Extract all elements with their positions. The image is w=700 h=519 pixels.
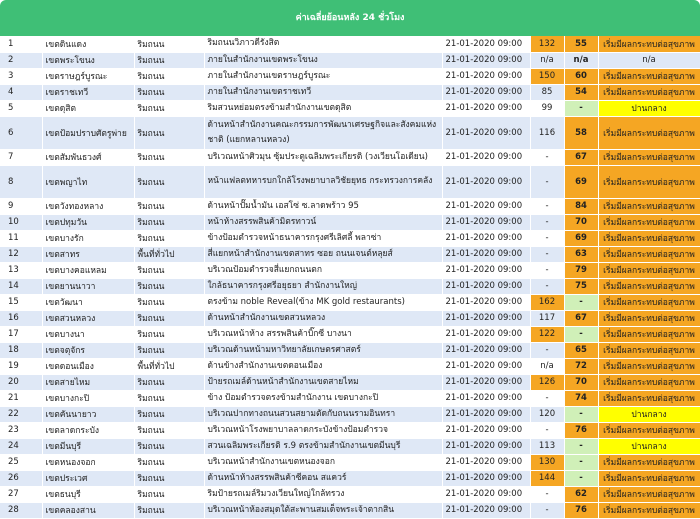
pm25-value: 55 [564, 36, 598, 52]
district-name: เขตคันนายาว [42, 406, 134, 422]
pm25-value: 62 [564, 486, 598, 502]
measure-date: 21-01-2020 09:00 [442, 214, 530, 230]
pm10-value: 116 [530, 116, 564, 149]
table-row [0, 116, 700, 149]
measure-date: 21-01-2020 09:00 [442, 84, 530, 100]
station-location: ด้านหน้าห้างสรรพสินค้าซีคอน สแควร์ [204, 470, 442, 486]
measure-date: 21-01-2020 09:00 [442, 502, 530, 518]
station-location: หน้าแฟลตทหารบกใกล้โรงพยาบาลวิชัยยุทธ กระทรวงการคลัง [204, 165, 442, 198]
pm10-value: - [530, 246, 564, 262]
station-type: ริมถนน [134, 374, 204, 390]
district-name: เขตมีนบุรี [42, 438, 134, 454]
quality-level: เริ่มมีผลกระทบต่อสุขภาพ [598, 84, 700, 100]
station-type: ริมถนน [134, 470, 204, 486]
station-type: ริมถนน [134, 214, 204, 230]
station-location: ข้างป้อมตำรวจหน้าธนาคารกรุงศรีเลิศลี้ พลาซ่า [204, 230, 442, 246]
district-name: เขตวังทองหลาง [42, 198, 134, 214]
row-number: 1 [0, 36, 42, 52]
pm10-value: - [530, 165, 564, 198]
pm10-value: - [530, 149, 564, 165]
district-name: เขตปทุมวัน [42, 214, 134, 230]
district-name: เขตบางคอแหลม [42, 262, 134, 278]
district-name: เขตสาทร [42, 246, 134, 262]
station-type: ริมถนน [134, 84, 204, 100]
pm25-value: 74 [564, 390, 598, 406]
measure-date: 21-01-2020 09:00 [442, 294, 530, 310]
pm10-value: 122 [530, 326, 564, 342]
station-location: ริมถนนวิภาวดีรังสิต [204, 36, 442, 52]
row-number: 4 [0, 84, 42, 100]
station-location: ป้ายรถเมล์ด้านหน้าสำนักงานเขตสายไหม [204, 374, 442, 390]
pm25-value: - [564, 100, 598, 116]
pm25-value: 54 [564, 84, 598, 100]
table-row [0, 246, 700, 262]
station-location: ริมสวนหย่อมตรงข้ามสำนักงานเขตดุสิต [204, 100, 442, 116]
table-row [0, 262, 700, 278]
table-row [0, 374, 700, 390]
table-row [0, 358, 700, 374]
measure-date: 21-01-2020 09:00 [442, 422, 530, 438]
district-name: เขตธนบุรี [42, 486, 134, 502]
pm25-value: 79 [564, 262, 598, 278]
station-location: ภายในสำนักงานเขตราชเทวี [204, 84, 442, 100]
quality-level: เริ่มมีผลกระทบต่อสุขภาพ [598, 278, 700, 294]
table-row [0, 36, 700, 52]
table-row [0, 406, 700, 422]
table-body [0, 36, 700, 518]
pm10-value: - [530, 390, 564, 406]
measure-date: 21-01-2020 09:00 [442, 374, 530, 390]
pm25-value: 75 [564, 278, 598, 294]
pm10-value: 85 [530, 84, 564, 100]
district-name: เขตสัมพันธวงศ์ [42, 149, 134, 165]
quality-level: เริ่มมีผลกระทบต่อสุขภาพ [598, 230, 700, 246]
quality-level: เริ่มมีผลกระทบต่อสุขภาพ [598, 470, 700, 486]
quality-level: เริ่มมีผลกระทบต่อสุขภาพ [598, 149, 700, 165]
station-location: หน้าห้างสรรพสินค้ามิตรทาวน์ [204, 214, 442, 230]
pm25-value: 58 [564, 116, 598, 149]
station-type: ริมถนน [134, 52, 204, 68]
pm10-value: 132 [530, 36, 564, 52]
table-row [0, 278, 700, 294]
row-number: 15 [0, 294, 42, 310]
row-number: 25 [0, 454, 42, 470]
pm25-value: 67 [564, 149, 598, 165]
table-row [0, 326, 700, 342]
pm10-value: 113 [530, 438, 564, 454]
table-row [0, 454, 700, 470]
row-number: 9 [0, 198, 42, 214]
measure-date: 21-01-2020 09:00 [442, 310, 530, 326]
row-number: 20 [0, 374, 42, 390]
row-number: 3 [0, 68, 42, 84]
district-name: เขตดอนเมือง [42, 358, 134, 374]
row-number: 23 [0, 422, 42, 438]
row-number: 8 [0, 165, 42, 198]
pm25-value: 70 [564, 374, 598, 390]
measure-date: 21-01-2020 09:00 [442, 52, 530, 68]
station-location: ด้านข้างสำนักงานเขตดอนเมือง [204, 358, 442, 374]
pm25-value: 84 [564, 198, 598, 214]
pm25-value: - [564, 326, 598, 342]
pm10-value: 162 [530, 294, 564, 310]
station-location: บริเวณหน้าห้าง สรรพสินค้าบิ๊กซี บางนา [204, 326, 442, 342]
station-location: ภายในสำนักงานเขตราษฎร์บูรณะ [204, 68, 442, 84]
district-name: เขตป้อมปราบศัตรูพ่าย [42, 116, 134, 149]
row-number: 19 [0, 358, 42, 374]
district-name: เขตลาดกระบัง [42, 422, 134, 438]
quality-level: เริ่มมีผลกระทบต่อสุขภาพ [598, 246, 700, 262]
station-type: ริมถนน [134, 454, 204, 470]
measure-date: 21-01-2020 09:00 [442, 390, 530, 406]
district-name: เขตหนองจอก [42, 454, 134, 470]
row-number: 18 [0, 342, 42, 358]
measure-date: 21-01-2020 09:00 [442, 100, 530, 116]
district-name: เขตประเวศ [42, 470, 134, 486]
station-location: ด้านหน้าปั๊มน้ำมัน เอสโซ่ ซ.ลาดพร้าว 95 [204, 198, 442, 214]
quality-level: ปานกลาง [598, 100, 700, 116]
district-name: เขตพระโขนง [42, 52, 134, 68]
table-row [0, 149, 700, 165]
pm25-value: 69 [564, 165, 598, 198]
row-number: 13 [0, 262, 42, 278]
station-location: ด้านหน้าสำนักงานเขตสวนหลวง [204, 310, 442, 326]
station-location: ริมป้ายรถเมล์ริมวงเวียนใหญ่ใกล้ทรวง [204, 486, 442, 502]
quality-level: เริ่มมีผลกระทบต่อสุขภาพ [598, 310, 700, 326]
table-row [0, 310, 700, 326]
pm10-value: 120 [530, 406, 564, 422]
row-number: 14 [0, 278, 42, 294]
measure-date: 21-01-2020 09:00 [442, 116, 530, 149]
station-type: ริมถนน [134, 149, 204, 165]
district-name: เขตบางรัก [42, 230, 134, 246]
quality-level: เริ่มมีผลกระทบต่อสุขภาพ [598, 502, 700, 518]
station-type: ริมถนน [134, 262, 204, 278]
quality-level: เริ่มมีผลกระทบต่อสุขภาพ [598, 326, 700, 342]
pm25-value: 65 [564, 342, 598, 358]
station-type: ริมถนน [134, 342, 204, 358]
pm10-value: 150 [530, 68, 564, 84]
row-number: 24 [0, 438, 42, 454]
table-row [0, 84, 700, 100]
district-name: เขตราชเทวี [42, 84, 134, 100]
table-row [0, 214, 700, 230]
pm25-value: 76 [564, 502, 598, 518]
station-location: บริเวณหน้าศิวมุน ซุ้มประตูเฉลิมพระเกียรติ (วงเวียนโอเดียน) [204, 149, 442, 165]
pm10-value: 117 [530, 310, 564, 326]
pm10-value: 99 [530, 100, 564, 116]
measure-date: 21-01-2020 09:00 [442, 262, 530, 278]
table-row [0, 438, 700, 454]
station-type: ริมถนน [134, 278, 204, 294]
district-name: เขตยานนาวา [42, 278, 134, 294]
quality-level: เริ่มมีผลกระทบต่อสุขภาพ [598, 342, 700, 358]
district-name: เขตสวนหลวง [42, 310, 134, 326]
pm25-value: - [564, 438, 598, 454]
pm25-value: 76 [564, 422, 598, 438]
quality-level: เริ่มมีผลกระทบต่อสุขภาพ [598, 116, 700, 149]
pm10-value: 144 [530, 470, 564, 486]
district-name: เขตคลองสาน [42, 502, 134, 518]
pm10-value: - [530, 198, 564, 214]
quality-level: เริ่มมีผลกระทบต่อสุขภาพ [598, 358, 700, 374]
quality-level: เริ่มมีผลกระทบต่อสุขภาพ [598, 36, 700, 52]
pm25-value: - [564, 294, 598, 310]
pm10-value: - [530, 262, 564, 278]
district-name: เขตจตุจักร [42, 342, 134, 358]
station-location: บริเวณปากทางถนนสวนสยามตัดกับถนนรามอินทรา [204, 406, 442, 422]
pm10-value: - [530, 278, 564, 294]
station-type: ริมถนน [134, 422, 204, 438]
table-row [0, 68, 700, 84]
table-row [0, 390, 700, 406]
pm10-value: n/a [530, 52, 564, 68]
station-type: ริมถนน [134, 36, 204, 52]
measure-date: 21-01-2020 09:00 [442, 36, 530, 52]
station-location: บริเวณด้านหน้ามหาวิทยาลัยเกษตรศาสตร์ [204, 342, 442, 358]
measure-date: 21-01-2020 09:00 [442, 454, 530, 470]
quality-level: เริ่มมีผลกระทบต่อสุขภาพ [598, 198, 700, 214]
pm10-value: - [530, 342, 564, 358]
station-location: บริเวณป้อมตำรวจสี่แยกถนนตก [204, 262, 442, 278]
row-number: 5 [0, 100, 42, 116]
quality-level: ปานกลาง [598, 406, 700, 422]
pm25-value: n/a [564, 52, 598, 68]
table-row [0, 52, 700, 68]
measure-date: 21-01-2020 09:00 [442, 230, 530, 246]
row-number: 27 [0, 486, 42, 502]
table-row [0, 486, 700, 502]
table-row [0, 198, 700, 214]
pm25-value: 67 [564, 310, 598, 326]
table-row [0, 230, 700, 246]
quality-level: เริ่มมีผลกระทบต่อสุขภาพ [598, 486, 700, 502]
pm25-value: 63 [564, 246, 598, 262]
pm25-value: - [564, 406, 598, 422]
measure-date: 21-01-2020 09:00 [442, 149, 530, 165]
quality-level: เริ่มมีผลกระทบต่อสุขภาพ [598, 454, 700, 470]
air-quality-table [0, 36, 700, 519]
quality-level: ปานกลาง [598, 438, 700, 454]
measure-date: 21-01-2020 09:00 [442, 438, 530, 454]
station-type: ริมถนน [134, 326, 204, 342]
station-location: สี่แยกหน้าสำนักงานเขตสาทร ซอย ถนนเจนต์หลุยส์ [204, 246, 442, 262]
measure-date: 21-01-2020 09:00 [442, 278, 530, 294]
district-name: เขตดินแดง [42, 36, 134, 52]
row-number: 26 [0, 470, 42, 486]
measure-date: 21-01-2020 09:00 [442, 470, 530, 486]
measure-date: 21-01-2020 09:00 [442, 486, 530, 502]
pm25-value: - [564, 454, 598, 470]
district-name: เขตสายไหม [42, 374, 134, 390]
row-number: 17 [0, 326, 42, 342]
district-name: เขตบางนา [42, 326, 134, 342]
row-number: 16 [0, 310, 42, 326]
row-number: 6 [0, 116, 42, 149]
pm10-value: 126 [530, 374, 564, 390]
measure-date: 21-01-2020 09:00 [442, 68, 530, 84]
quality-level: เริ่มมีผลกระทบต่อสุขภาพ [598, 390, 700, 406]
station-type: ริมถนน [134, 438, 204, 454]
row-number: 12 [0, 246, 42, 262]
row-number: 21 [0, 390, 42, 406]
row-number: 2 [0, 52, 42, 68]
station-type: ริมถนน [134, 198, 204, 214]
pm25-value: 70 [564, 214, 598, 230]
pm10-value: - [530, 502, 564, 518]
quality-level: n/a [598, 52, 700, 68]
quality-level: เริ่มมีผลกระทบต่อสุขภาพ [598, 422, 700, 438]
station-location: ภายในสำนักงานเขตพระโขนง [204, 52, 442, 68]
quality-level: เริ่มมีผลกระทบต่อสุขภาพ [598, 165, 700, 198]
row-number: 28 [0, 502, 42, 518]
pm25-value: - [564, 470, 598, 486]
measure-date: 21-01-2020 09:00 [442, 165, 530, 198]
quality-level: เริ่มมีผลกระทบต่อสุขภาพ [598, 262, 700, 278]
quality-level: เริ่มมีผลกระทบต่อสุขภาพ [598, 68, 700, 84]
station-location: สวนเฉลิมพระเกียรติ ร.9 ตรงข้ามสำนักงานเขตมีนบุรี [204, 438, 442, 454]
station-type: ริมถนน [134, 486, 204, 502]
pm10-value: - [530, 422, 564, 438]
table-row [0, 422, 700, 438]
station-type: ริมถนน [134, 116, 204, 149]
pm10-value: n/a [530, 358, 564, 374]
district-name: เขตวัฒนา [42, 294, 134, 310]
station-type: ริมถนน [134, 294, 204, 310]
measure-date: 21-01-2020 09:00 [442, 246, 530, 262]
station-type: ริมถนน [134, 502, 204, 518]
measure-date: 21-01-2020 09:00 [442, 198, 530, 214]
station-location: บริเวณหน้าห้องสมุดใต้สะพานสมเด็จพระเจ้าตากสิน [204, 502, 442, 518]
table-row [0, 165, 700, 198]
quality-level: เริ่มมีผลกระทบต่อสุขภาพ [598, 374, 700, 390]
quality-level: เริ่มมีผลกระทบต่อสุขภาพ [598, 294, 700, 310]
station-type: ริมถนน [134, 165, 204, 198]
station-type: พื้นที่ทั่วไป [134, 246, 204, 262]
station-location: บริเวณหน้าสำนักงานเขตหนองจอก [204, 454, 442, 470]
station-location: ใกล้ธนาคารกรุงศรีอยุธยา สำนักงานใหญ่ [204, 278, 442, 294]
pm25-value: 60 [564, 68, 598, 84]
row-number: 22 [0, 406, 42, 422]
station-type: พื้นที่ทั่วไป [134, 358, 204, 374]
pm10-value: 130 [530, 454, 564, 470]
table-row [0, 294, 700, 310]
pm10-value: - [530, 486, 564, 502]
quality-level: เริ่มมีผลกระทบต่อสุขภาพ [598, 214, 700, 230]
district-name: เขตพญาไท [42, 165, 134, 198]
station-type: ริมถนน [134, 230, 204, 246]
table-row [0, 470, 700, 486]
district-name: เขตราษฎร์บูรณะ [42, 68, 134, 84]
pm10-value: - [530, 214, 564, 230]
table-row [0, 342, 700, 358]
measure-date: 21-01-2020 09:00 [442, 406, 530, 422]
station-type: ริมถนน [134, 68, 204, 84]
station-location: บริเวณหน้าโรงพยาบาลลาดกระบังข้างป้อมตำรวจ [204, 422, 442, 438]
station-location: ข้าง ป้อมตำรวจตรงข้ามสำนักงาน เขตบางกะปิ [204, 390, 442, 406]
measure-date: 21-01-2020 09:00 [442, 326, 530, 342]
station-location: ตรงข้าม noble Reveal(ข้าง MK gold restaurants) [204, 294, 442, 310]
district-name: เขตบางกะปิ [42, 390, 134, 406]
row-number: 7 [0, 149, 42, 165]
station-type: ริมถนน [134, 390, 204, 406]
district-name: เขตดุสิต [42, 100, 134, 116]
pm25-value: 69 [564, 230, 598, 246]
measure-date: 21-01-2020 09:00 [442, 342, 530, 358]
station-location: ด้านหน้าสำนักงานคณะกรรมการพัฒนาเศรษฐกิจและสังคมแห่งชาติ (แยกหลานหลวง) [204, 116, 442, 149]
row-number: 11 [0, 230, 42, 246]
table-row [0, 100, 700, 116]
station-type: ริมถนน [134, 100, 204, 116]
pm25-value: 72 [564, 358, 598, 374]
station-type: ริมถนน [134, 310, 204, 326]
table-row [0, 502, 700, 518]
measure-date: 21-01-2020 09:00 [442, 358, 530, 374]
table-header: ค่าเฉลี่ยย้อนหลัง 24 ชั่วโมง [0, 0, 700, 36]
row-number: 10 [0, 214, 42, 230]
station-type: ริมถนน [134, 406, 204, 422]
pm10-value: - [530, 230, 564, 246]
